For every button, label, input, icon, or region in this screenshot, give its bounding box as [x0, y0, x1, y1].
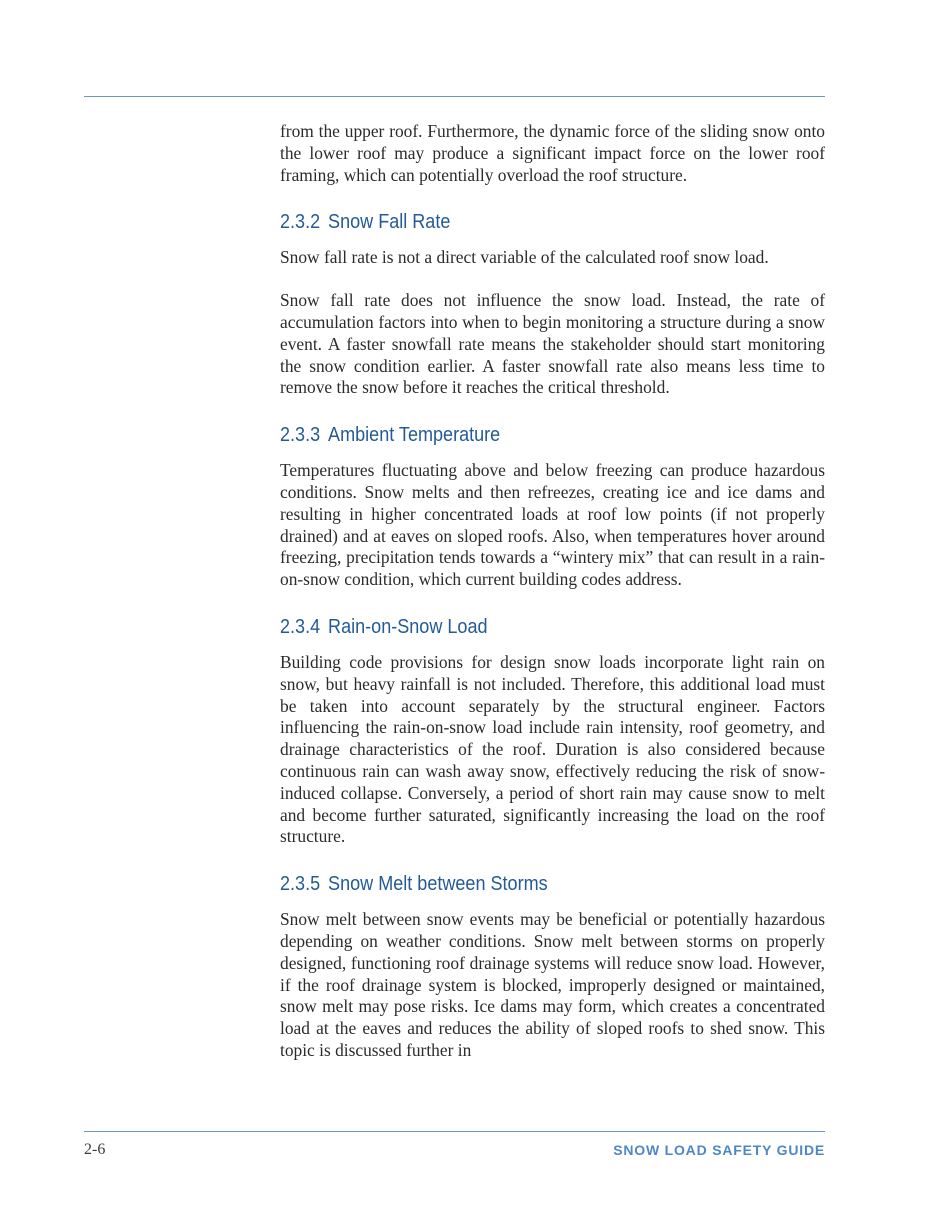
section-title: Snow Fall Rate [328, 210, 451, 234]
page-number: 2-6 [84, 1141, 106, 1158]
section-heading-2-3-3 [280, 423, 760, 447]
section-title: Ambient Temperature [328, 423, 501, 447]
footer-rule [84, 1131, 825, 1132]
paragraph: Snow fall rate is not a direct variable of the calculated roof snow load. [280, 247, 769, 268]
paragraph: Snow melt between snow events may be beneficial or potentially hazardous depending on weather conditions. Snow melt between storms on properly designed, functioning roof drainage systems will reduce snow load. However, if the roof drainage system is blocked, improperly designed or maintained, snow melt may pose risks. Ice dams may form, which creates a concentrated load at the eaves and reduces the ability of sloped roofs to shed snow. This topic is discussed further in [280, 909, 825, 1060]
paragraph: Snow fall rate does not influence the snow load. Instead, the rate of accumulation factors into when to begin monitoring a structure during a snow event. A faster snowfall rate means the stakeholder should start monitoring the snow condition earlier. A faster snowfall rate also means less time to remove the snow before it reaches the critical threshold. [280, 290, 825, 398]
section-heading-2-3-2 [280, 210, 760, 234]
page-body [280, 121, 825, 1062]
continuation-paragraph: from the upper roof. Furthermore, the dynamic force of the sliding snow onto the lower roof may produce a significant impact force on the lower roof framing, which can potentially overload the roof structure. [280, 121, 825, 185]
paragraph: Building code provisions for design snow loads incorporate light rain on snow, but heavy rainfall is not included. Therefore, this additional load must be taken into account separately by the structural engineer. Factors influencing the rain-on-snow load include rain intensity, roof geometry, and drainage characteristics of the roof. Duration is also considered because continuous rain can wash away snow, effectively reducing the risk of snow-induced collapse. Conversely, a period of short rain may cause snow to melt and become further saturated, significantly increasing the load on the roof structure. [280, 651, 825, 847]
section-number: 2.3.2 [280, 210, 321, 234]
running-footer-title: SNOW LOAD SAFETY GUIDE [613, 1142, 825, 1158]
section-heading-2-3-5 [280, 872, 760, 896]
section-number: 2.3.3 [280, 423, 321, 447]
section-number: 2.3.5 [280, 872, 321, 896]
section-title: Snow Melt between Storms [328, 872, 548, 896]
section-number: 2.3.4 [280, 614, 321, 638]
paragraph: Temperatures fluctuating above and below freezing can produce hazardous conditions. Snow melts and then refreezes, creating ice and ice dams and resulting in higher concentrated loads at roof low points (if not properly drained) and at eaves on sloped roofs. Also, when temperatures hover around freezing, precipitation tends towards a “wintery mix” that can result in a rain-on-snow condition, which current building codes address. [280, 460, 825, 590]
section-title: Rain-on-Snow Load [328, 614, 488, 638]
header-rule [84, 96, 825, 97]
section-heading-2-3-4 [280, 615, 760, 639]
